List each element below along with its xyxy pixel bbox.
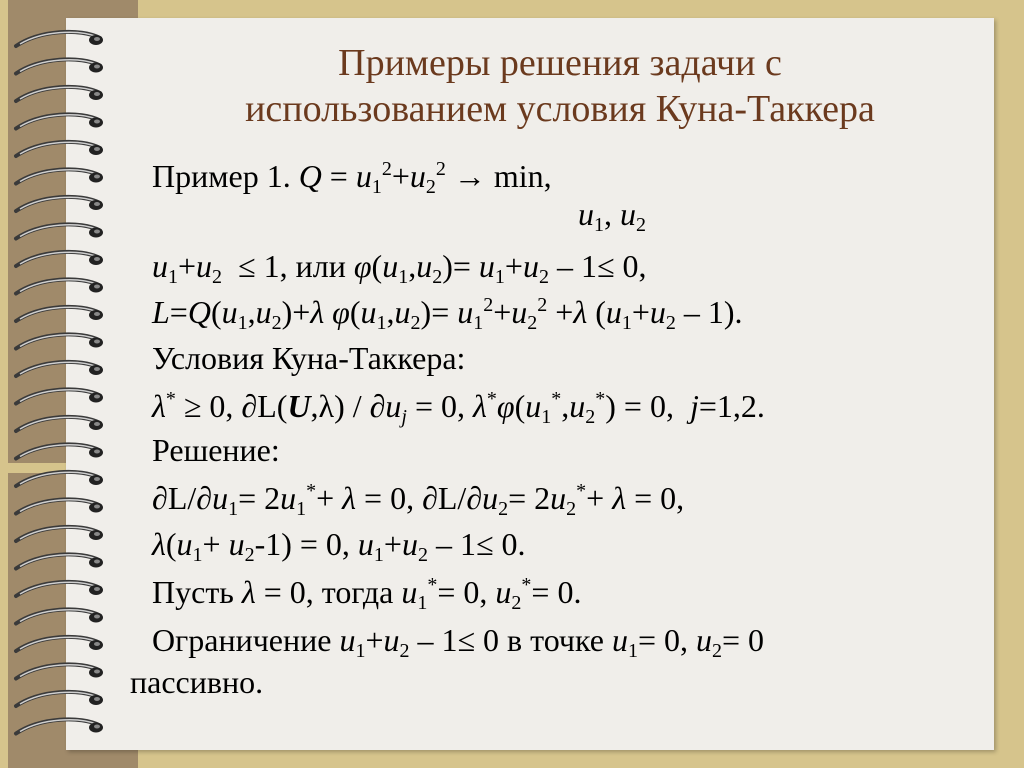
kt-heading: Условия Куна-Таккера: [152, 340, 466, 376]
j-range: =1,2. [698, 388, 765, 424]
let-line: Пусть λ = 0, тогда $u_1^*= 0$, $u_2^*= 0$. [152, 574, 582, 614]
constraint-conclusion-line: Ограничение $u_1+u_2 - 1\le 0$ в точке $u_1= 0$, $u_2= 0$ [152, 622, 765, 662]
lagrangian-line: $L=Q(u_1,u_2)+\lambda$ $\varphi(u_1,u_2)= u_1^2+u_2^2 +\lambda$ $(u_1+u_2 - 1)$. [152, 294, 743, 334]
constraint-word: Ограничение [152, 622, 332, 658]
passive-word: пассивно. [130, 664, 264, 700]
example-label: Пример 1. [152, 158, 291, 194]
or-word: или [295, 248, 346, 284]
min-variables: $u_1$, $u_2$ [578, 196, 646, 236]
min-word: min [493, 158, 544, 194]
kt-conditions-line: λ* ≥ 0, $\partial L(U,\lambda) / \partial u_j = 0$, $\lambda^*\varphi(u_1^*,u_2^*) = 0$, j=1,2. [152, 388, 765, 428]
derivatives-line: $\partial L/\partial u_1= 2u_1^*+ \lambda = 0$, $\partial L/\partial u_2= 2u_2^*+ \lambda = 0$, [152, 480, 685, 520]
solution-heading: Решение: [152, 432, 280, 468]
complementary-line: $\lambda(u_1+ u_2-1) = 0$, $u_1+u_2 - 1\le 0$. [152, 526, 526, 566]
title-line-2: использованием условия Куна-Таккера [245, 88, 875, 130]
then-word: тогда [321, 574, 394, 610]
constraint-line: $u_1+u_2 \le 1$, или $\varphi(u_1,u_2)= u_1+u_2 - 1\le 0$, [152, 248, 647, 288]
at-point-word: в точке [507, 622, 604, 658]
let-word: Пусть [152, 574, 234, 610]
title-line-1: Примеры решения задачи с [338, 42, 782, 84]
example-line: Пример 1. $Q = u_1^2+u_2^2 \to \min$, [152, 158, 552, 198]
